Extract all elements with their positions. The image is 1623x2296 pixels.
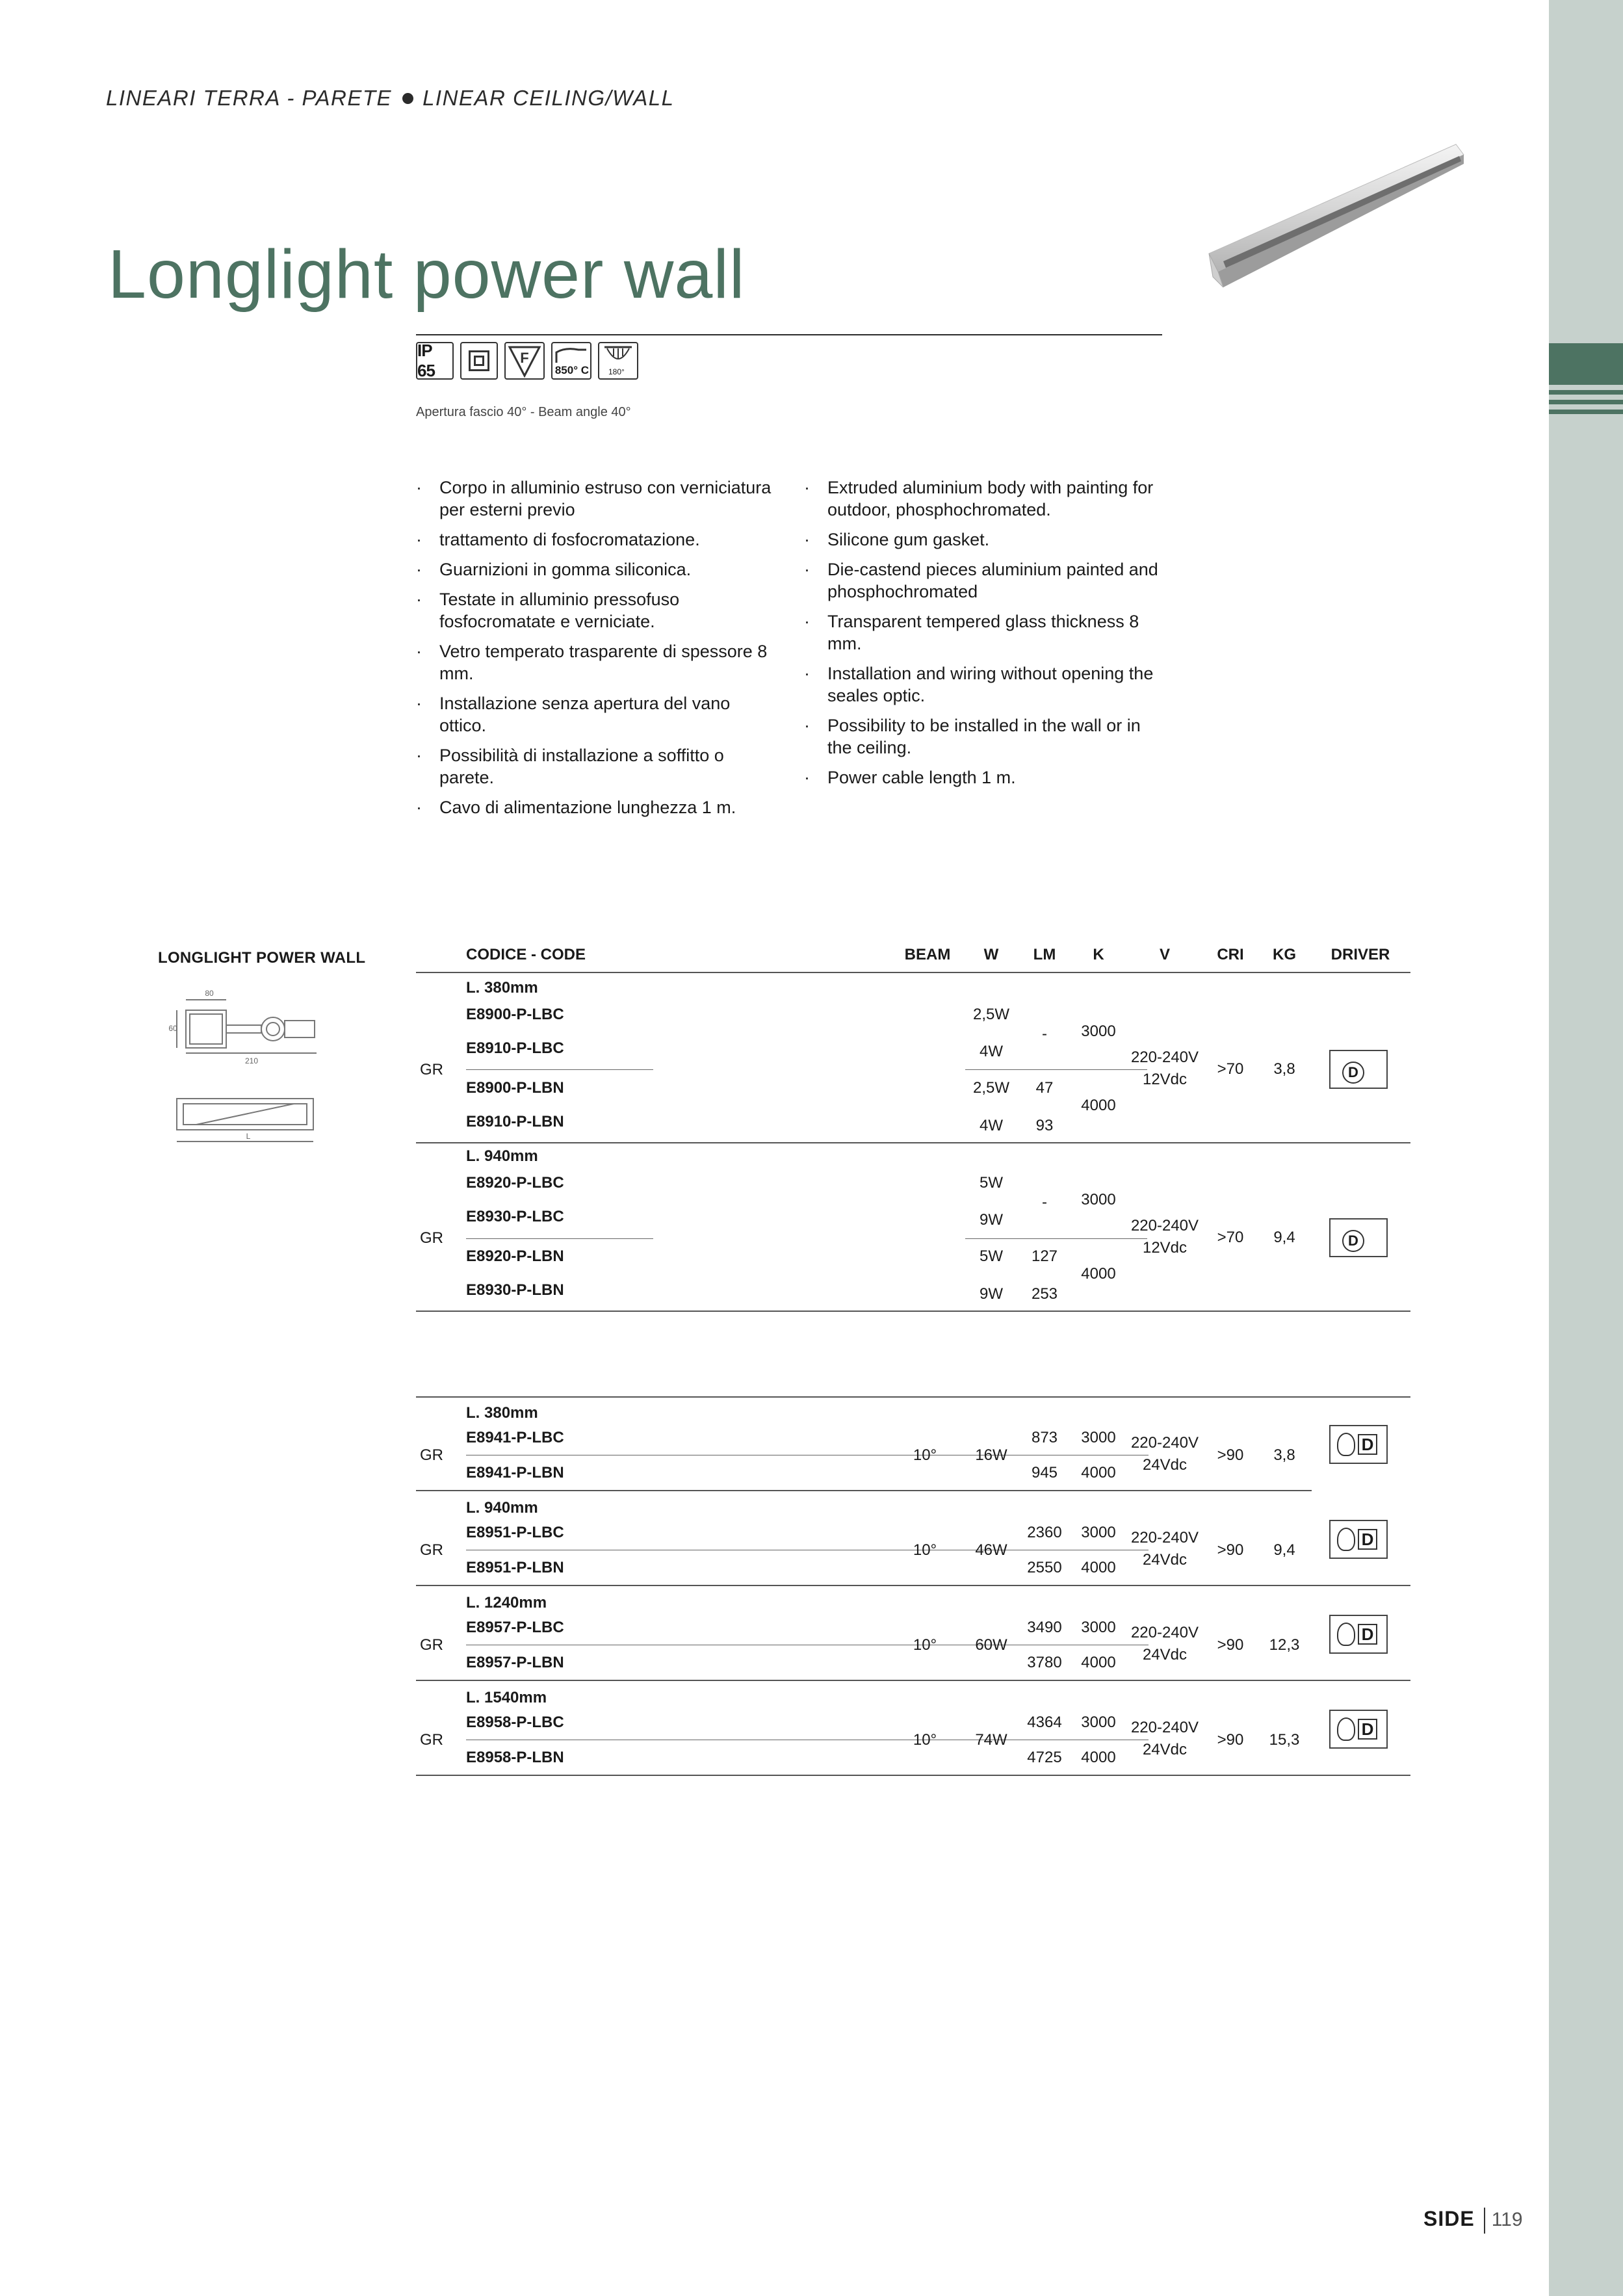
length-label: L. 1540mm (466, 1689, 547, 1706)
voltage-value: 12Vdc (1142, 1071, 1188, 1088)
lumen-value: 4364 (1027, 1714, 1062, 1731)
product-photo (1183, 91, 1469, 377)
length-label: L. 1240mm (466, 1594, 547, 1611)
feature-item: · Corpo in alluminio estruso con verniciatura per esterni previo (416, 476, 780, 521)
side-strip-line (1549, 390, 1623, 395)
weight-value: 9,4 (1273, 1541, 1295, 1559)
breadcrumb-it: LINEARI TERRA - PARETE (106, 86, 393, 110)
kelvin-value: 3000 (1081, 1191, 1116, 1208)
finish-code: GR (420, 1446, 443, 1464)
feature-item: · Possibilità di installazione a soffitto o parete. (416, 744, 780, 789)
product-code: E8920-P-LBC (466, 1174, 564, 1192)
length-label: L. 380mm (466, 979, 538, 997)
weight-value: 15,3 (1269, 1731, 1300, 1749)
lumen-value: 945 (1031, 1464, 1058, 1481)
lumen-value: 127 (1031, 1247, 1058, 1265)
header-driver: DRIVER (1331, 946, 1390, 963)
row-divider (466, 1238, 653, 1239)
watt-value: 2,5W (972, 1079, 1010, 1097)
row-divider (965, 1069, 1147, 1070)
driver-icon (1329, 1710, 1388, 1749)
footer-separator (1484, 2208, 1485, 2234)
bullet-dot-icon (402, 93, 413, 104)
angle-180-icon (598, 342, 638, 380)
angle-value: 180° (608, 367, 625, 376)
page-title: Longlight power wall (108, 236, 746, 313)
row-divider (416, 1775, 1410, 1776)
feature-item: · trattamento di fosfocromatazione. (416, 528, 780, 551)
beam-value: 10° (913, 1541, 937, 1559)
voltage-value: 24Vdc (1142, 1741, 1188, 1758)
voltage-value: 220-240V (1130, 1719, 1199, 1736)
product-code: E8920-P-LBN (466, 1247, 564, 1265)
watt-value: 60W (975, 1636, 1007, 1654)
row-divider (416, 1680, 1410, 1681)
kelvin-value: 4000 (1081, 1559, 1116, 1576)
voltage-value: 24Vdc (1142, 1646, 1188, 1663)
lumen-value: 93 (1035, 1117, 1054, 1134)
watt-value: 9W (980, 1285, 1003, 1303)
watt-value: 5W (980, 1247, 1003, 1265)
length-label: L. 940mm (466, 1147, 538, 1165)
watt-value: 5W (980, 1174, 1003, 1192)
features-list-english (804, 476, 1168, 796)
technical-drawing (170, 988, 326, 1154)
header-kg: KG (1273, 946, 1296, 963)
feature-item: · Power cable length 1 m. (804, 766, 1168, 789)
lumen-value: 3490 (1027, 1619, 1062, 1636)
finish-code: GR (420, 1541, 443, 1559)
lumen-value: - (1042, 1194, 1047, 1211)
driver-icon (1329, 1218, 1388, 1257)
weight-value: 3,8 (1273, 1060, 1295, 1078)
header-k: K (1093, 946, 1104, 963)
feature-item: · Installazione senza apertura del vano ottico. (416, 692, 780, 737)
feature-item: · Transparent tempered glass thickness 8 mm. (804, 610, 1168, 655)
kelvin-value: 3000 (1081, 1429, 1116, 1446)
row-divider (466, 1069, 653, 1070)
side-strip-accent (1549, 343, 1623, 385)
cri-value: >90 (1217, 1541, 1244, 1559)
feature-item: · Vetro temperato trasparente di spessore 8 mm. (416, 640, 780, 685)
lumen-value: 253 (1031, 1285, 1058, 1303)
kelvin-value: 4000 (1081, 1749, 1116, 1766)
driver-letter: D (1342, 1062, 1364, 1084)
kelvin-value: 3000 (1081, 1023, 1116, 1040)
driver-letter: D (1358, 1434, 1377, 1455)
voltage-value: 220-240V (1130, 1529, 1199, 1546)
product-name-label: LONGLIGHT POWER WALL (158, 949, 366, 967)
watt-value: 4W (980, 1117, 1003, 1134)
watt-value: 4W (980, 1043, 1003, 1060)
product-code: E8941-P-LBN (466, 1464, 564, 1481)
watt-value: 2,5W (972, 1006, 1010, 1023)
product-code: E8900-P-LBC (466, 1006, 564, 1023)
beam-value: 10° (913, 1731, 937, 1749)
driver-icon (1329, 1425, 1388, 1464)
breadcrumb-en: LINEAR CEILING/WALL (422, 86, 675, 110)
lumen-value: 47 (1035, 1079, 1054, 1097)
dim-width: 80 (205, 989, 214, 998)
feature-item: · Silicone gum gasket. (804, 528, 1168, 551)
product-code: E8958-P-LBN (466, 1749, 564, 1766)
feature-item: · Installation and wiring without opening the seales optic. (804, 662, 1168, 707)
beam-value: 10° (913, 1636, 937, 1654)
features-list-italian (416, 476, 780, 826)
kelvin-value: 4000 (1081, 1464, 1116, 1481)
title-divider (416, 334, 1162, 335)
feature-item: · Guarnizioni in gomma siliconica. (416, 558, 780, 581)
row-divider (965, 1238, 1147, 1239)
beam-angle-note: Apertura fascio 40° - Beam angle 40° (416, 405, 631, 419)
breadcrumb (106, 86, 674, 111)
finish-code: GR (420, 1636, 443, 1654)
driver-letter: D (1358, 1719, 1377, 1740)
watt-value: 74W (975, 1731, 1007, 1749)
finish-code: GR (420, 1229, 443, 1247)
driver-letter: D (1358, 1624, 1377, 1645)
feature-item: · Testate in alluminio pressofuso fosfocromatate e verniciate. (416, 588, 780, 633)
row-divider (416, 1142, 1410, 1143)
weight-value: 3,8 (1273, 1446, 1295, 1464)
driver-icon (1329, 1050, 1388, 1089)
beam-value: 10° (913, 1446, 937, 1464)
cri-value: >90 (1217, 1731, 1244, 1749)
product-code: E8930-P-LBC (466, 1208, 564, 1225)
voltage-value: 12Vdc (1142, 1239, 1188, 1257)
lumen-value: 4725 (1027, 1749, 1062, 1766)
f-mark-icon (504, 342, 545, 380)
page-footer (1423, 2207, 1523, 2234)
weight-value: 12,3 (1269, 1636, 1300, 1654)
kelvin-value: 3000 (1081, 1524, 1116, 1541)
class-ii-icon (460, 342, 498, 380)
ip65-icon: IP 65 (416, 342, 454, 380)
header-lm: LM (1033, 946, 1056, 963)
voltage-value: 220-240V (1130, 1049, 1199, 1066)
driver-icon (1329, 1615, 1388, 1654)
cri-value: >90 (1217, 1446, 1244, 1464)
driver-icon (1329, 1520, 1388, 1559)
row-divider (416, 1490, 1312, 1491)
length-label: L. 940mm (466, 1499, 538, 1517)
driver-letter: D (1358, 1529, 1377, 1550)
product-code: E8900-P-LBN (466, 1079, 564, 1097)
lumen-value: - (1042, 1025, 1047, 1043)
feature-item: · Possibility to be installed in the wall or in the ceiling. (804, 714, 1168, 759)
page-number: 119 (1491, 2209, 1523, 2230)
lumen-value: 2360 (1027, 1524, 1062, 1541)
length-label: L. 380mm (466, 1404, 538, 1422)
product-code: E8951-P-LBN (466, 1559, 564, 1576)
voltage-value: 220-240V (1130, 1624, 1199, 1641)
watt-value: 16W (975, 1446, 1007, 1464)
dim-l: L (246, 1132, 251, 1141)
product-code: E8957-P-LBN (466, 1654, 564, 1671)
header-w: W (983, 946, 999, 963)
certification-icons (416, 342, 638, 384)
finish-code: GR (420, 1731, 443, 1749)
dim-height: 60 (168, 1024, 177, 1033)
header-beam: BEAM (904, 946, 951, 963)
voltage-value: 220-240V (1130, 1217, 1199, 1234)
watt-value: 46W (975, 1541, 1007, 1559)
product-code: E8951-P-LBC (466, 1524, 564, 1541)
feature-item: · Extruded aluminium body with painting for outdoor, phosphochromated. (804, 476, 1168, 521)
glow-wire-icon (551, 342, 591, 380)
header-cri: CRI (1217, 946, 1244, 963)
kelvin-value: 3000 (1081, 1619, 1116, 1636)
row-divider (416, 1585, 1410, 1586)
cri-value: >70 (1217, 1229, 1244, 1246)
product-code: E8958-P-LBC (466, 1714, 564, 1731)
dim-length: 210 (244, 1056, 259, 1065)
row-divider (416, 1396, 1410, 1398)
f-mark-letter: F (520, 350, 529, 366)
cri-value: >90 (1217, 1636, 1244, 1654)
voltage-value: 24Vdc (1142, 1456, 1188, 1474)
lumen-value: 3780 (1027, 1654, 1062, 1671)
side-strip-line (1549, 400, 1623, 404)
feature-item: · Cavo di alimentazione lunghezza 1 m. (416, 796, 780, 818)
voltage-value: 24Vdc (1142, 1551, 1188, 1569)
product-code: E8957-P-LBC (466, 1619, 564, 1636)
product-code: E8910-P-LBC (466, 1039, 564, 1057)
product-code: E8910-P-LBN (466, 1113, 564, 1130)
voltage-value: 220-240V (1130, 1434, 1199, 1452)
glow-wire-temp: 850° C (554, 364, 589, 376)
driver-letter: D (1342, 1230, 1364, 1252)
row-divider (416, 972, 1410, 973)
kelvin-value: 3000 (1081, 1714, 1116, 1731)
header-v: V (1159, 946, 1171, 963)
header-code: CODICE - CODE (466, 946, 586, 963)
lumen-value: 873 (1031, 1429, 1058, 1446)
kelvin-value: 4000 (1081, 1654, 1116, 1671)
weight-value: 9,4 (1273, 1229, 1295, 1246)
row-divider (416, 1311, 1410, 1312)
product-code: E8930-P-LBN (466, 1281, 564, 1299)
kelvin-value: 4000 (1081, 1097, 1116, 1114)
product-code: E8941-P-LBC (466, 1429, 564, 1446)
feature-item: · Die-castend pieces aluminium painted and phosphochromated (804, 558, 1168, 603)
finish-code: GR (420, 1061, 443, 1078)
kelvin-value: 4000 (1081, 1265, 1116, 1283)
side-strip-line (1549, 410, 1623, 414)
brand-name: SIDE (1423, 2207, 1475, 2230)
cri-value: >70 (1217, 1060, 1244, 1078)
lumen-value: 2550 (1027, 1559, 1062, 1576)
watt-value: 9W (980, 1211, 1003, 1229)
